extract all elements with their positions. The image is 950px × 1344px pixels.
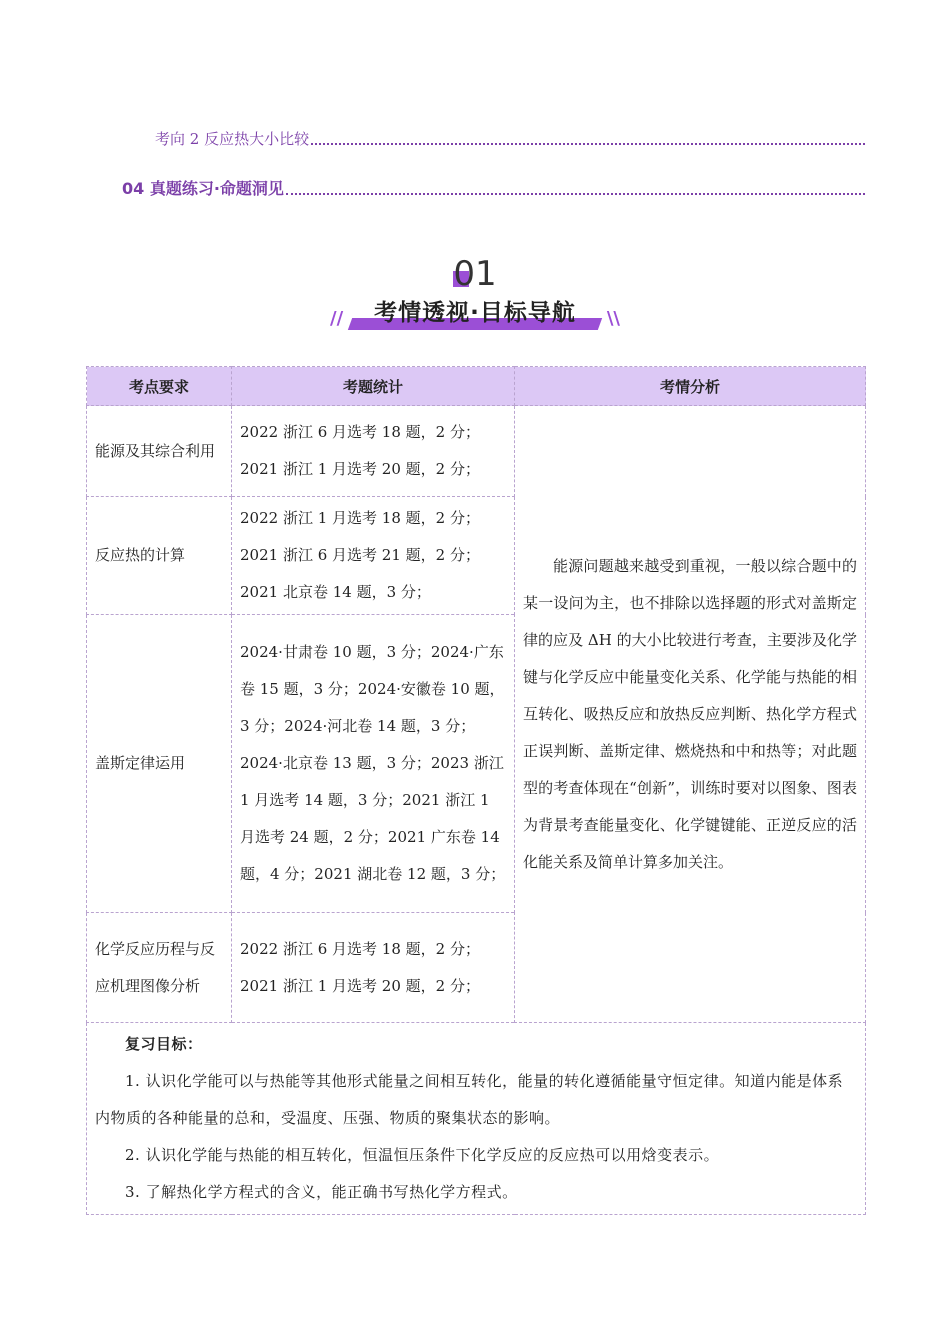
analysis-cell: 能源问题越来越受到重视，一般以综合题中的某一设问为主，也不排除以选择题的形式对盖斯定律的应及 ΔH 的大小比较进行考查，主要涉及化学键与化学反应中能量变化关系、化学能与热能的相互转化、吸热反应和放热反应判断、热化学方程式正误判断、盖斯定律、燃烧热和中和热等；对此题型的考查体现在“创新”，训练时要对以图象、图表为背景考查能量变化、化学键键能、正逆反应的活化能关系及简单计算多加关注。: [515, 406, 866, 1023]
toc-leader-dots: [311, 142, 865, 145]
stats-cell: 2024·甘肃卷 10 题，3 分；2024·广东卷 15 题，3 分；2024·安徽卷 10 题，3 分；2024·河北卷 14 题，3 分；2024·北京卷 13 题，3 分；2023 浙江 1 月选考 14 题，3 分；2021 浙江 1 月选考 24 题，2 分；2021 广东卷 14 题，4 分；2021 湖北卷 12 题，3 分；: [232, 615, 515, 913]
toc-entry-label: 04 真题练习·命题洞见: [122, 179, 284, 198]
toc-entry-reaction-heat-comparison[interactable]: [155, 128, 865, 149]
stats-cell: 2022 浙江 1 月选考 18 题，2 分； 2021 浙江 6 月选考 21 题，2 分； 2021 北京卷 14 题，3 分；: [232, 497, 515, 615]
topic-cell: 盖斯定律运用: [87, 615, 232, 913]
goals-row: [87, 1023, 866, 1215]
header-topic: 考点要求: [87, 367, 232, 406]
review-goal-item: 2. 认识化学能与热能的相互转化，恒温恒压条件下化学反应的反应热可以用焓变表示。: [125, 1146, 720, 1164]
stats-cell: 2022 浙江 6 月选考 18 题，2 分； 2021 浙江 1 月选考 20 题，2 分；: [232, 913, 515, 1023]
table-row: [87, 406, 866, 497]
table-header-row: [87, 367, 866, 406]
section-number: 01: [453, 254, 497, 294]
review-goal-item: 1. 认识化学能可以与热能等其他形式能量之间相互转化，能量的转化遵循能量守恒定律。知道内能是体系内物质的各种能量的总和，受温度、压强、物质的聚集状态的影响。: [95, 1072, 844, 1127]
exam-analysis-table: [86, 366, 866, 1215]
section-title-banner: [330, 296, 620, 334]
toc-entry-label: 考向 2 反应热大小比较: [155, 130, 310, 148]
stats-cell: 2022 浙江 6 月选考 18 题，2 分； 2021 浙江 1 月选考 20 题，2 分；: [232, 406, 515, 497]
topic-cell: 反应热的计算: [87, 497, 232, 615]
review-goals-cell: [87, 1023, 866, 1215]
review-goal-item: 3. 了解热化学方程式的含义，能正确书写热化学方程式。: [125, 1183, 518, 1201]
header-stats: 考题统计: [232, 367, 515, 406]
review-goals-title: 复习目标：: [125, 1035, 203, 1053]
header-analysis: 考情分析: [515, 367, 866, 406]
section-title: 考情透视·目标导航: [374, 300, 576, 326]
banner-deco-left: //: [330, 308, 344, 329]
topic-cell: 化学反应历程与反应机理图像分析: [87, 913, 232, 1023]
topic-cell: 能源及其综合利用: [87, 406, 232, 497]
toc-leader-dots: [286, 192, 865, 195]
toc-entry-real-exam-practice[interactable]: [122, 176, 865, 199]
banner-deco-right: \\: [606, 308, 620, 329]
